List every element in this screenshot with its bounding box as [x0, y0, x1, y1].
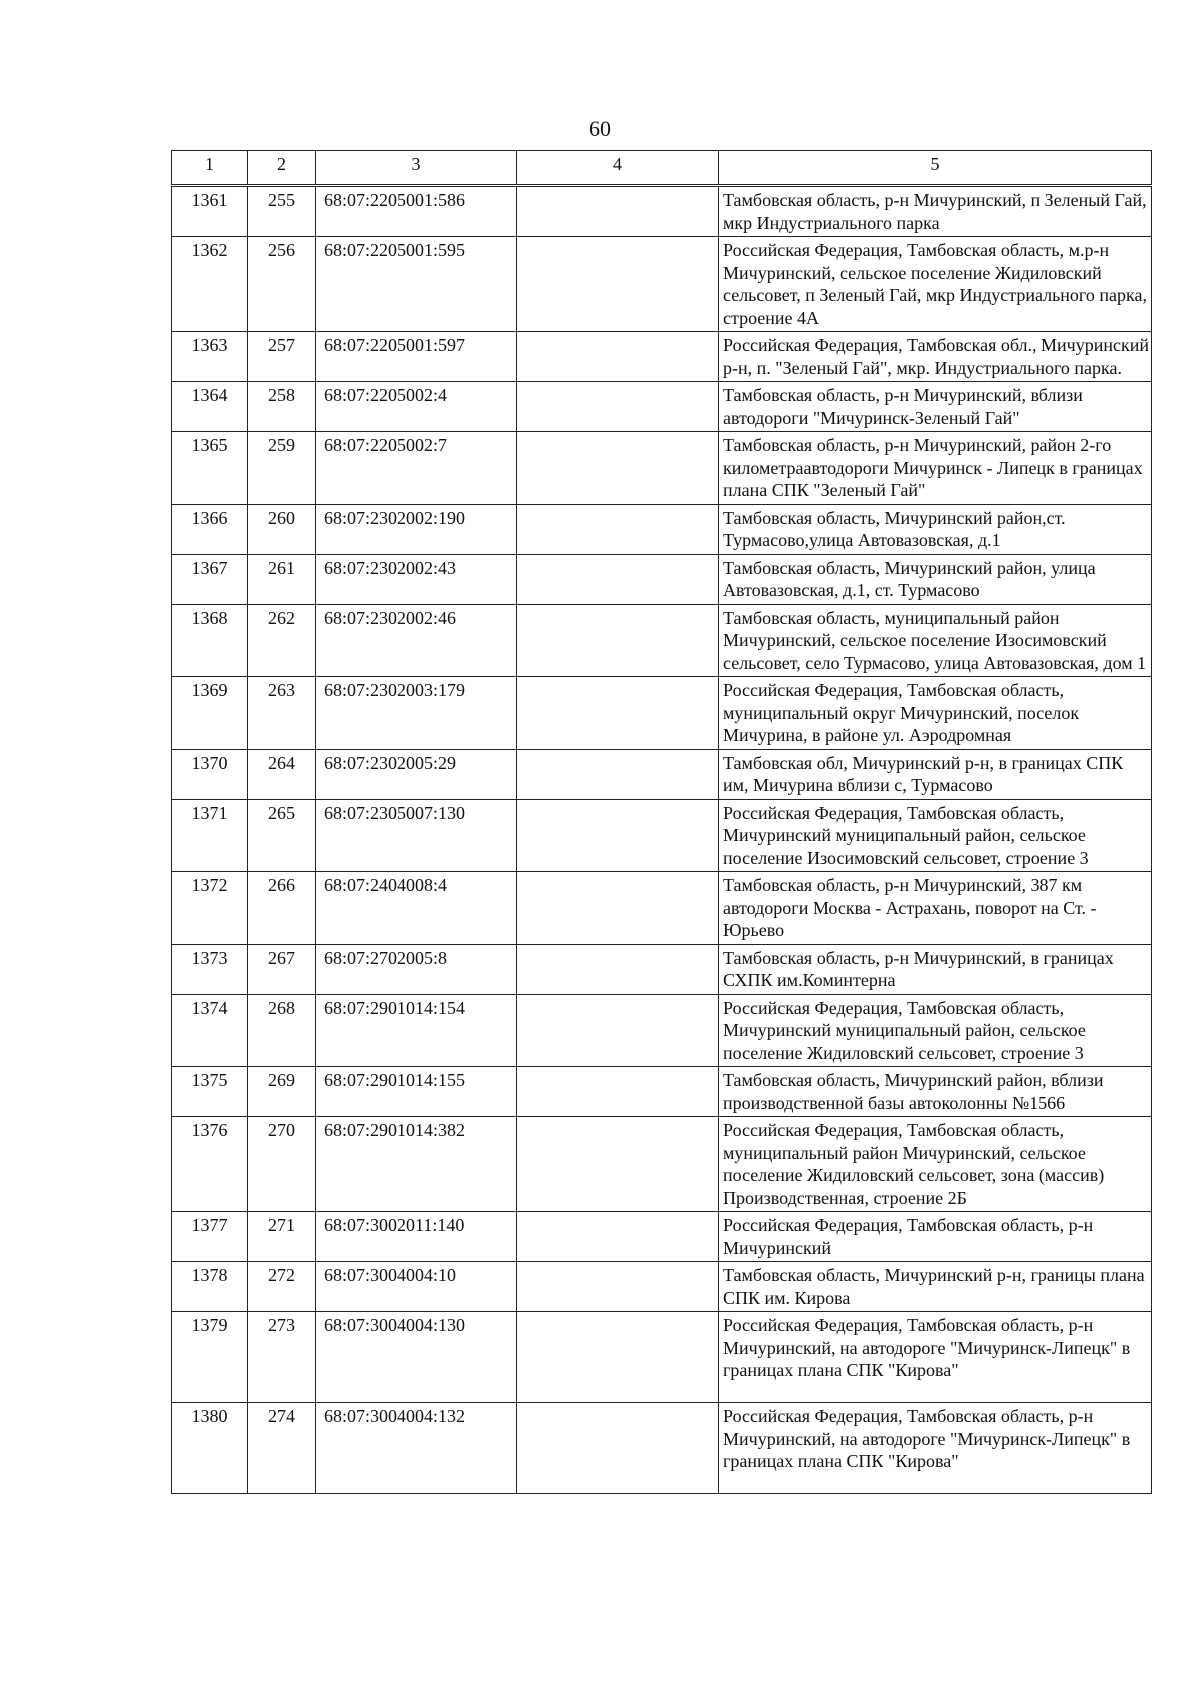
row-number: 1362	[172, 237, 248, 332]
address-cell: Тамбовская область, р-н Мичуринский, район 2-го километраавтодороги Мичуринск - Липецк в границах плана СПК "Зеленый Гай"	[719, 432, 1152, 505]
address-cell: Тамбовская область, Мичуринский р-н, границы плана СПК им. Кирова	[719, 1262, 1152, 1312]
address-cell: Тамбовская область, Мичуринский район, улица Автовазовская, д.1, ст. Турмасово	[719, 554, 1152, 604]
address-cell: Тамбовская область, р-н Мичуринский, в границах СХПК им.Коминтерна	[719, 944, 1152, 994]
row-number: 1370	[172, 749, 248, 799]
empty-cell	[517, 1212, 719, 1262]
cadastral-number: 68:07:2901014:155	[316, 1067, 517, 1117]
row-index: 273	[248, 1312, 316, 1403]
table-row	[172, 994, 1152, 1067]
row-index: 261	[248, 554, 316, 604]
cadastral-number: 68:07:2205001:586	[316, 186, 517, 237]
row-number: 1366	[172, 504, 248, 554]
row-index: 267	[248, 944, 316, 994]
row-index: 257	[248, 332, 316, 382]
empty-cell	[517, 1067, 719, 1117]
table-row	[172, 504, 1152, 554]
table-row	[172, 677, 1152, 750]
row-index: 262	[248, 604, 316, 677]
row-number: 1363	[172, 332, 248, 382]
address-cell: Тамбовская область, р-н Мичуринский, п Зеленый Гай, мкр Индустриального парка	[719, 186, 1152, 237]
address-cell: Российская Федерация, Тамбовская область, р-н Мичуринский	[719, 1212, 1152, 1262]
empty-cell	[517, 237, 719, 332]
cadastral-number: 68:07:3004004:10	[316, 1262, 517, 1312]
row-index: 260	[248, 504, 316, 554]
row-number: 1368	[172, 604, 248, 677]
cadastral-number: 68:07:2302005:29	[316, 749, 517, 799]
table-row	[172, 554, 1152, 604]
address-cell: Российская Федерация, Тамбовская область, р-н Мичуринский, на автодороге "Мичуринск-Липецк" в границах плана СПК "Кирова"	[719, 1312, 1152, 1403]
table-row	[172, 604, 1152, 677]
row-index: 264	[248, 749, 316, 799]
table-row	[172, 332, 1152, 382]
address-cell: Российская Федерация, Тамбовская область, р-н Мичуринский, на автодороге "Мичуринск-Липецк" в границах плана СПК "Кирова"	[719, 1403, 1152, 1494]
row-number: 1378	[172, 1262, 248, 1312]
row-number: 1371	[172, 799, 248, 872]
land-plots-table	[171, 150, 1152, 1494]
cadastral-number: 68:07:3004004:130	[316, 1312, 517, 1403]
empty-cell	[517, 504, 719, 554]
empty-cell	[517, 1117, 719, 1212]
table-row	[172, 382, 1152, 432]
row-number: 1364	[172, 382, 248, 432]
row-index: 268	[248, 994, 316, 1067]
cadastral-number: 68:07:2305007:130	[316, 799, 517, 872]
cadastral-number: 68:07:2404008:4	[316, 872, 517, 945]
row-index: 256	[248, 237, 316, 332]
empty-cell	[517, 554, 719, 604]
address-cell: Тамбовская область, р-н Мичуринский, 387 км автодороги Москва - Астрахань, поворот на Ст. - Юрьево	[719, 872, 1152, 945]
empty-cell	[517, 382, 719, 432]
address-cell: Российская Федерация, Тамбовская обл., Мичуринский р-н, п. "Зеленый Гай", мкр. Индустриального парка.	[719, 332, 1152, 382]
cadastral-number: 68:07:2302003:179	[316, 677, 517, 750]
empty-cell	[517, 1403, 719, 1494]
empty-cell	[517, 1312, 719, 1403]
row-number: 1375	[172, 1067, 248, 1117]
row-number: 1372	[172, 872, 248, 945]
row-number: 1379	[172, 1312, 248, 1403]
cadastral-number: 68:07:2702005:8	[316, 944, 517, 994]
empty-cell	[517, 749, 719, 799]
page-number: 60	[589, 116, 611, 141]
row-index: 266	[248, 872, 316, 945]
row-index: 263	[248, 677, 316, 750]
address-cell: Тамбовская область, муниципальный район Мичуринский, сельское поселение Изосимовский сельсовет, село Турмасово, улица Автовазовская, дом 1	[719, 604, 1152, 677]
address-cell: Тамбовская область, р-н Мичуринский, вблизи автодороги "Мичуринск-Зеленый Гай"	[719, 382, 1152, 432]
empty-cell	[517, 432, 719, 505]
cadastral-number: 68:07:2901014:154	[316, 994, 517, 1067]
table-row	[172, 1212, 1152, 1262]
table-row	[172, 237, 1152, 332]
row-number: 1373	[172, 944, 248, 994]
column-header-1: 1	[172, 151, 248, 186]
empty-cell	[517, 944, 719, 994]
column-header-2: 2	[248, 151, 316, 186]
row-number: 1361	[172, 186, 248, 237]
address-cell: Российская Федерация, Тамбовская область, муниципальный район Мичуринский, сельское поселение Жидиловский сельсовет, зона (массив) Производственная, строение 2Б	[719, 1117, 1152, 1212]
empty-cell	[517, 604, 719, 677]
table-row	[172, 1067, 1152, 1117]
row-index: 258	[248, 382, 316, 432]
address-cell: Тамбовская область, Мичуринский район,ст. Турмасово,улица Автовазовская, д.1	[719, 504, 1152, 554]
cadastral-number: 68:07:2901014:382	[316, 1117, 517, 1212]
empty-cell	[517, 799, 719, 872]
row-index: 255	[248, 186, 316, 237]
cadastral-number: 68:07:2302002:190	[316, 504, 517, 554]
table-row	[172, 432, 1152, 505]
row-number: 1377	[172, 1212, 248, 1262]
table-row	[172, 1262, 1152, 1312]
address-cell: Российская Федерация, Тамбовская область, м.р-н Мичуринский, сельское поселение Жидиловский сельсовет, п Зеленый Гай, мкр Индустриального парка, строение 4А	[719, 237, 1152, 332]
table-row	[172, 186, 1152, 237]
address-cell: Тамбовская обл, Мичуринский р-н, в границах СПК им, Мичурина вблизи с, Турмасово	[719, 749, 1152, 799]
empty-cell	[517, 677, 719, 750]
row-number: 1367	[172, 554, 248, 604]
column-header-5: 5	[719, 151, 1152, 186]
cadastral-number: 68:07:3004004:132	[316, 1403, 517, 1494]
row-index: 274	[248, 1403, 316, 1494]
table-row	[172, 1403, 1152, 1494]
table-row	[172, 872, 1152, 945]
row-index: 269	[248, 1067, 316, 1117]
address-cell: Российская Федерация, Тамбовская область, муниципальный округ Мичуринский, поселок Мичурина, в районе ул. Аэродромная	[719, 677, 1152, 750]
table-row	[172, 1117, 1152, 1212]
row-index: 270	[248, 1117, 316, 1212]
table-row	[172, 799, 1152, 872]
table-row	[172, 944, 1152, 994]
cadastral-number: 68:07:2205002:4	[316, 382, 517, 432]
cadastral-number: 68:07:3002011:140	[316, 1212, 517, 1262]
cadastral-number: 68:07:2205001:597	[316, 332, 517, 382]
cadastral-number: 68:07:2302002:46	[316, 604, 517, 677]
row-number: 1365	[172, 432, 248, 505]
column-header-4: 4	[517, 151, 719, 186]
column-header-3: 3	[316, 151, 517, 186]
row-number: 1376	[172, 1117, 248, 1212]
table-header-row	[172, 151, 1152, 186]
empty-cell	[517, 994, 719, 1067]
row-number: 1369	[172, 677, 248, 750]
cadastral-number: 68:07:2205001:595	[316, 237, 517, 332]
address-cell: Тамбовская область, Мичуринский район, вблизи производственной базы автоколонны №1566	[719, 1067, 1152, 1117]
empty-cell	[517, 186, 719, 237]
row-index: 272	[248, 1262, 316, 1312]
empty-cell	[517, 1262, 719, 1312]
row-index: 271	[248, 1212, 316, 1262]
row-number: 1380	[172, 1403, 248, 1494]
table-row	[172, 1312, 1152, 1403]
empty-cell	[517, 872, 719, 945]
address-cell: Российская Федерация, Тамбовская область, Мичуринский муниципальный район, сельское поселение Изосимовский сельсовет, строение 3	[719, 799, 1152, 872]
address-cell: Российская Федерация, Тамбовская область, Мичуринский муниципальный район, сельское поселение Жидиловский сельсовет, строение 3	[719, 994, 1152, 1067]
cadastral-number: 68:07:2205002:7	[316, 432, 517, 505]
cadastral-number: 68:07:2302002:43	[316, 554, 517, 604]
table-row	[172, 749, 1152, 799]
row-number: 1374	[172, 994, 248, 1067]
row-index: 259	[248, 432, 316, 505]
row-index: 265	[248, 799, 316, 872]
empty-cell	[517, 332, 719, 382]
